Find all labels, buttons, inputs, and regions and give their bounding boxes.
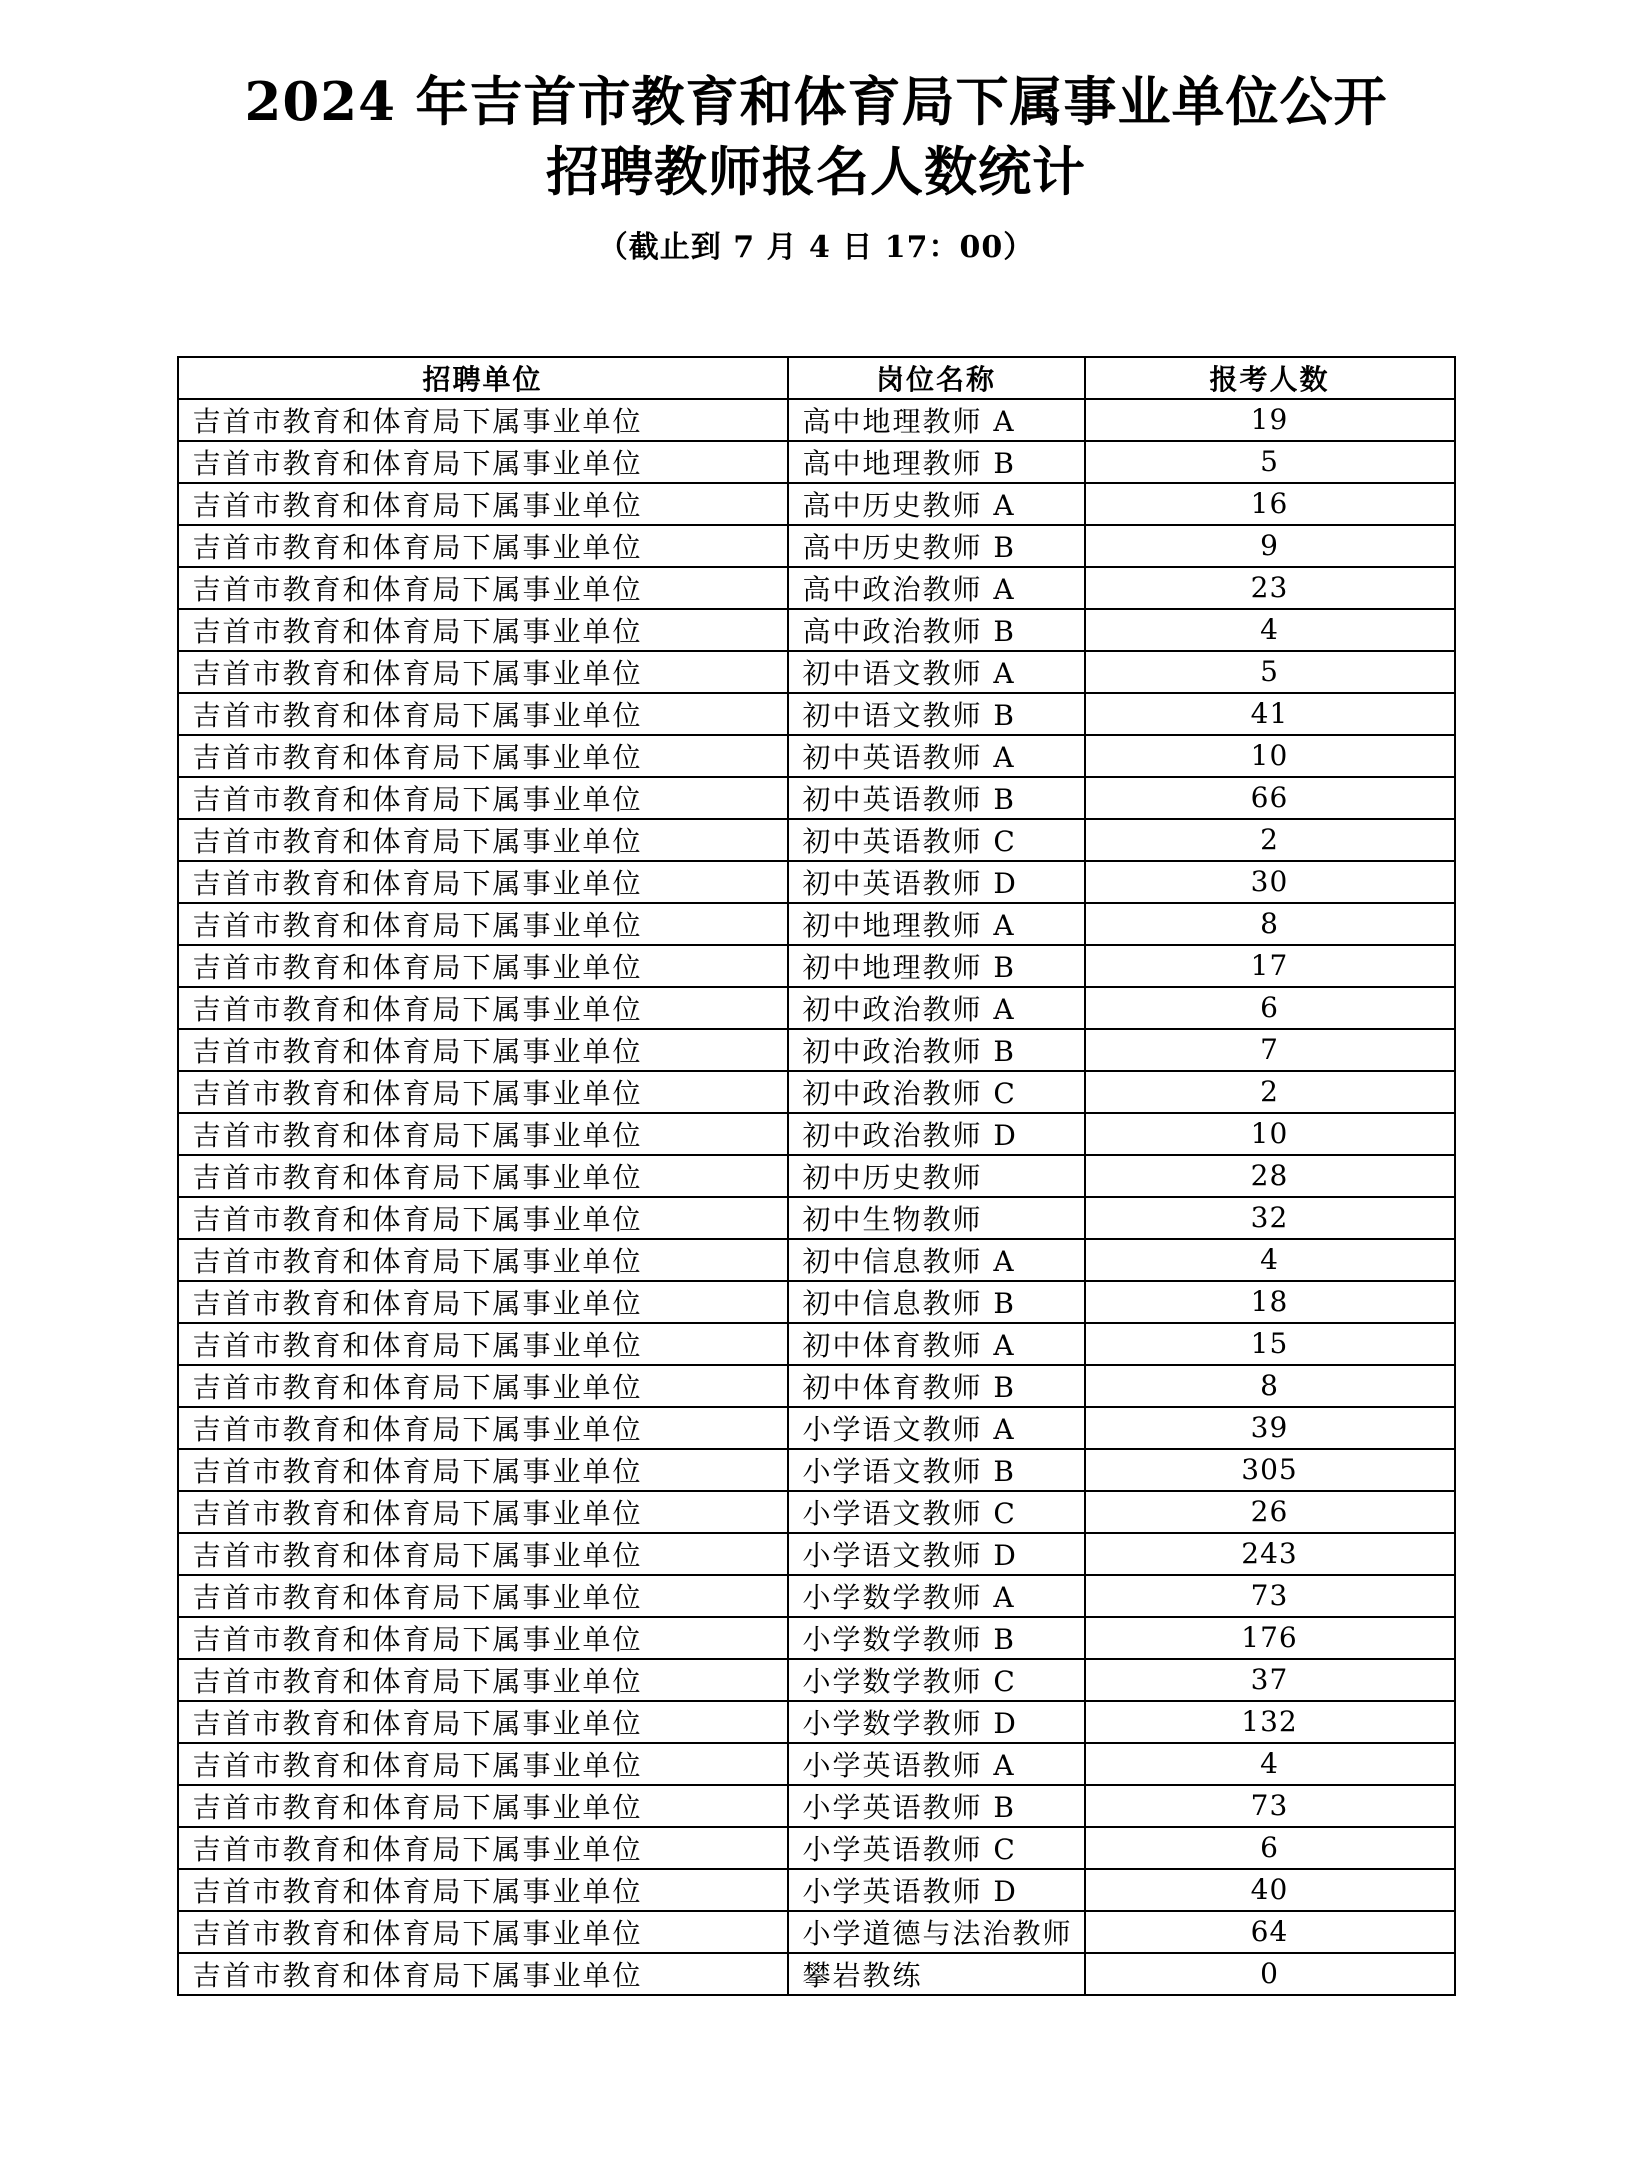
cell-unit: 吉首市教育和体育局下属事业单位 xyxy=(178,1659,788,1701)
table-row xyxy=(178,1113,1455,1155)
table-row xyxy=(178,987,1455,1029)
cell-unit: 吉首市教育和体育局下属事业单位 xyxy=(178,1407,788,1449)
table-row xyxy=(178,441,1455,483)
table-row xyxy=(178,567,1455,609)
cell-count: 4 xyxy=(1085,1743,1455,1785)
table-row xyxy=(178,1281,1455,1323)
table-row xyxy=(178,1701,1455,1743)
table-body xyxy=(178,399,1455,1995)
table-row xyxy=(178,1869,1455,1911)
cell-count: 4 xyxy=(1085,1239,1455,1281)
cell-unit: 吉首市教育和体育局下属事业单位 xyxy=(178,1743,788,1785)
table-row xyxy=(178,483,1455,525)
table-row xyxy=(178,1953,1455,1995)
cell-count: 5 xyxy=(1085,651,1455,693)
cell-position: 初中语文教师 B xyxy=(788,693,1085,735)
cell-position: 高中政治教师 A xyxy=(788,567,1085,609)
cell-unit: 吉首市教育和体育局下属事业单位 xyxy=(178,1449,788,1491)
page-title-line-1: 2024 年吉首市教育和体育局下属事业单位公开 xyxy=(244,71,1388,133)
column-header-unit: 招聘单位 xyxy=(178,357,788,399)
cell-position: 初中英语教师 B xyxy=(788,777,1085,819)
table-row xyxy=(178,1911,1455,1953)
table-row xyxy=(178,1785,1455,1827)
cell-position: 攀岩教练 xyxy=(788,1953,1085,1995)
cell-count: 0 xyxy=(1085,1953,1455,1995)
table-row xyxy=(178,1617,1455,1659)
cell-position: 初中地理教师 A xyxy=(788,903,1085,945)
cell-unit: 吉首市教育和体育局下属事业单位 xyxy=(178,1701,788,1743)
cell-position: 小学数学教师 C xyxy=(788,1659,1085,1701)
cell-count: 15 xyxy=(1085,1323,1455,1365)
cell-position: 初中信息教师 A xyxy=(788,1239,1085,1281)
cell-unit: 吉首市教育和体育局下属事业单位 xyxy=(178,1533,788,1575)
cell-unit: 吉首市教育和体育局下属事业单位 xyxy=(178,609,788,651)
cell-count: 8 xyxy=(1085,903,1455,945)
cell-position: 小学数学教师 A xyxy=(788,1575,1085,1617)
cell-unit: 吉首市教育和体育局下属事业单位 xyxy=(178,1365,788,1407)
cell-count: 2 xyxy=(1085,1071,1455,1113)
cell-unit: 吉首市教育和体育局下属事业单位 xyxy=(178,1953,788,1995)
table-row xyxy=(178,1155,1455,1197)
cell-count: 23 xyxy=(1085,567,1455,609)
column-header-position: 岗位名称 xyxy=(788,357,1085,399)
cell-unit: 吉首市教育和体育局下属事业单位 xyxy=(178,441,788,483)
cell-count: 7 xyxy=(1085,1029,1455,1071)
cell-position: 小学语文教师 A xyxy=(788,1407,1085,1449)
cell-unit: 吉首市教育和体育局下属事业单位 xyxy=(178,819,788,861)
cell-unit: 吉首市教育和体育局下属事业单位 xyxy=(178,945,788,987)
cell-unit: 吉首市教育和体育局下属事业单位 xyxy=(178,483,788,525)
cell-position: 初中政治教师 C xyxy=(788,1071,1085,1113)
table-row xyxy=(178,1491,1455,1533)
cell-unit: 吉首市教育和体育局下属事业单位 xyxy=(178,1071,788,1113)
table-row xyxy=(178,861,1455,903)
page-title xyxy=(0,68,1632,208)
cell-position: 初中政治教师 D xyxy=(788,1113,1085,1155)
table-row xyxy=(178,1323,1455,1365)
table-row xyxy=(178,903,1455,945)
cell-unit: 吉首市教育和体育局下属事业单位 xyxy=(178,1491,788,1533)
table-row xyxy=(178,1449,1455,1491)
cell-unit: 吉首市教育和体育局下属事业单位 xyxy=(178,1827,788,1869)
cell-count: 10 xyxy=(1085,735,1455,777)
cell-count: 73 xyxy=(1085,1785,1455,1827)
table-row xyxy=(178,1533,1455,1575)
cell-position: 初中生物教师 xyxy=(788,1197,1085,1239)
cell-position: 小学数学教师 D xyxy=(788,1701,1085,1743)
cell-position: 初中体育教师 B xyxy=(788,1365,1085,1407)
cell-count: 305 xyxy=(1085,1449,1455,1491)
cell-count: 30 xyxy=(1085,861,1455,903)
cell-position: 小学语文教师 C xyxy=(788,1491,1085,1533)
cell-count: 6 xyxy=(1085,1827,1455,1869)
cell-position: 初中政治教师 B xyxy=(788,1029,1085,1071)
table-row xyxy=(178,1239,1455,1281)
table-row xyxy=(178,1827,1455,1869)
cell-count: 176 xyxy=(1085,1617,1455,1659)
cell-position: 小学英语教师 B xyxy=(788,1785,1085,1827)
table-row xyxy=(178,1743,1455,1785)
cell-count: 8 xyxy=(1085,1365,1455,1407)
cell-position: 小学道德与法治教师 xyxy=(788,1911,1085,1953)
cell-count: 4 xyxy=(1085,609,1455,651)
cell-count: 26 xyxy=(1085,1491,1455,1533)
cell-count: 40 xyxy=(1085,1869,1455,1911)
cell-count: 2 xyxy=(1085,819,1455,861)
cell-position: 高中地理教师 B xyxy=(788,441,1085,483)
cell-unit: 吉首市教育和体育局下属事业单位 xyxy=(178,1869,788,1911)
cell-unit: 吉首市教育和体育局下属事业单位 xyxy=(178,567,788,609)
cell-count: 5 xyxy=(1085,441,1455,483)
cell-unit: 吉首市教育和体育局下属事业单位 xyxy=(178,1155,788,1197)
cell-count: 39 xyxy=(1085,1407,1455,1449)
table-header xyxy=(178,357,1455,399)
cell-position: 高中地理教师 A xyxy=(788,399,1085,441)
cell-count: 243 xyxy=(1085,1533,1455,1575)
cell-position: 小学语文教师 B xyxy=(788,1449,1085,1491)
table-row xyxy=(178,651,1455,693)
cell-count: 18 xyxy=(1085,1281,1455,1323)
cell-unit: 吉首市教育和体育局下属事业单位 xyxy=(178,1617,788,1659)
table-row xyxy=(178,1071,1455,1113)
cell-unit: 吉首市教育和体育局下属事业单位 xyxy=(178,693,788,735)
table-row xyxy=(178,819,1455,861)
cell-count: 32 xyxy=(1085,1197,1455,1239)
cell-position: 小学语文教师 D xyxy=(788,1533,1085,1575)
cell-position: 初中英语教师 A xyxy=(788,735,1085,777)
cell-position: 初中英语教师 D xyxy=(788,861,1085,903)
cell-position: 初中政治教师 A xyxy=(788,987,1085,1029)
cell-position: 初中体育教师 A xyxy=(788,1323,1085,1365)
cell-unit: 吉首市教育和体育局下属事业单位 xyxy=(178,987,788,1029)
table-row xyxy=(178,945,1455,987)
cell-count: 64 xyxy=(1085,1911,1455,1953)
cell-position: 初中语文教师 A xyxy=(788,651,1085,693)
cell-count: 73 xyxy=(1085,1575,1455,1617)
cell-position: 初中英语教师 C xyxy=(788,819,1085,861)
cell-position: 高中历史教师 B xyxy=(788,525,1085,567)
cell-unit: 吉首市教育和体育局下属事业单位 xyxy=(178,1197,788,1239)
cell-unit: 吉首市教育和体育局下属事业单位 xyxy=(178,735,788,777)
table-row xyxy=(178,525,1455,567)
cell-unit: 吉首市教育和体育局下属事业单位 xyxy=(178,1239,788,1281)
table-row xyxy=(178,693,1455,735)
cell-position: 小学英语教师 D xyxy=(788,1869,1085,1911)
cell-count: 28 xyxy=(1085,1155,1455,1197)
cell-count: 132 xyxy=(1085,1701,1455,1743)
cell-position: 高中政治教师 B xyxy=(788,609,1085,651)
cell-position: 初中地理教师 B xyxy=(788,945,1085,987)
cell-count: 37 xyxy=(1085,1659,1455,1701)
table-row xyxy=(178,1407,1455,1449)
table-row xyxy=(178,399,1455,441)
cell-unit: 吉首市教育和体育局下属事业单位 xyxy=(178,1281,788,1323)
cell-position: 初中信息教师 B xyxy=(788,1281,1085,1323)
table-header-row xyxy=(178,357,1455,399)
column-header-count: 报考人数 xyxy=(1085,357,1455,399)
table-row xyxy=(178,1029,1455,1071)
page-title-line-2: 招聘教师报名人数统计 xyxy=(546,140,1086,203)
cell-count: 9 xyxy=(1085,525,1455,567)
cell-unit: 吉首市教育和体育局下属事业单位 xyxy=(178,651,788,693)
cell-unit: 吉首市教育和体育局下属事业单位 xyxy=(178,1911,788,1953)
cell-count: 10 xyxy=(1085,1113,1455,1155)
cell-unit: 吉首市教育和体育局下属事业单位 xyxy=(178,861,788,903)
cell-count: 17 xyxy=(1085,945,1455,987)
cell-position: 小学英语教师 C xyxy=(788,1827,1085,1869)
table-row xyxy=(178,609,1455,651)
cell-unit: 吉首市教育和体育局下属事业单位 xyxy=(178,903,788,945)
cell-unit: 吉首市教育和体育局下属事业单位 xyxy=(178,1785,788,1827)
table-row xyxy=(178,1197,1455,1239)
cell-unit: 吉首市教育和体育局下属事业单位 xyxy=(178,777,788,819)
cell-count: 16 xyxy=(1085,483,1455,525)
cell-position: 初中历史教师 xyxy=(788,1155,1085,1197)
cell-position: 高中历史教师 A xyxy=(788,483,1085,525)
cell-position: 小学英语教师 A xyxy=(788,1743,1085,1785)
cell-unit: 吉首市教育和体育局下属事业单位 xyxy=(178,1113,788,1155)
cell-count: 6 xyxy=(1085,987,1455,1029)
cell-unit: 吉首市教育和体育局下属事业单位 xyxy=(178,1029,788,1071)
cell-unit: 吉首市教育和体育局下属事业单位 xyxy=(178,525,788,567)
cell-unit: 吉首市教育和体育局下属事业单位 xyxy=(178,1323,788,1365)
cell-count: 66 xyxy=(1085,777,1455,819)
cell-count: 41 xyxy=(1085,693,1455,735)
applicants-table xyxy=(177,356,1456,1996)
table-row xyxy=(178,735,1455,777)
table-row xyxy=(178,1575,1455,1617)
cell-count: 19 xyxy=(1085,399,1455,441)
table-row xyxy=(178,777,1455,819)
cell-position: 小学数学教师 B xyxy=(788,1617,1085,1659)
table-row xyxy=(178,1365,1455,1407)
cell-unit: 吉首市教育和体育局下属事业单位 xyxy=(178,399,788,441)
cell-unit: 吉首市教育和体育局下属事业单位 xyxy=(178,1575,788,1617)
table-row xyxy=(178,1659,1455,1701)
page-subtitle: （截止到 7 月 4 日 17：00） xyxy=(597,229,1035,265)
